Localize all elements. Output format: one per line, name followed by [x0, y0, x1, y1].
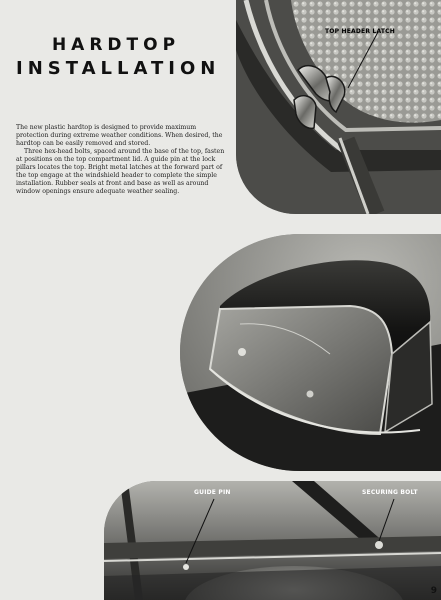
caption-top-header-latch: TOP HEADER LATCH — [325, 28, 395, 35]
photo-guide-pin-securing-bolt — [104, 481, 441, 600]
caption-guide-pin: GUIDE PIN — [194, 489, 231, 496]
caption-securing-bolt: SECURING BOLT — [362, 489, 418, 496]
title-line-2: INSTALLATION — [16, 58, 221, 79]
paragraph-installation: Three hex-head bolts, spaced around the base of the top, fasten at positions on the top compartment lid. A guide pin at the lock pillars locates the top. Bright metal latches at the forward part of the top engage at the windshield header to complete the simple installation. Rubber seals at front and base as well as around window openings ensure adequate weather sealing. — [16, 148, 225, 195]
page-number: 9 — [430, 586, 437, 596]
body-text — [16, 124, 226, 196]
paragraph-intro: The new plastic hardtop is designed to provide maximum protection during extreme weather conditions. When desired, the hardtop can be easily removed and stored. — [16, 124, 223, 147]
photo-hardtop-on-car — [180, 234, 441, 471]
title-line-1: HARDTOP — [51, 35, 181, 55]
